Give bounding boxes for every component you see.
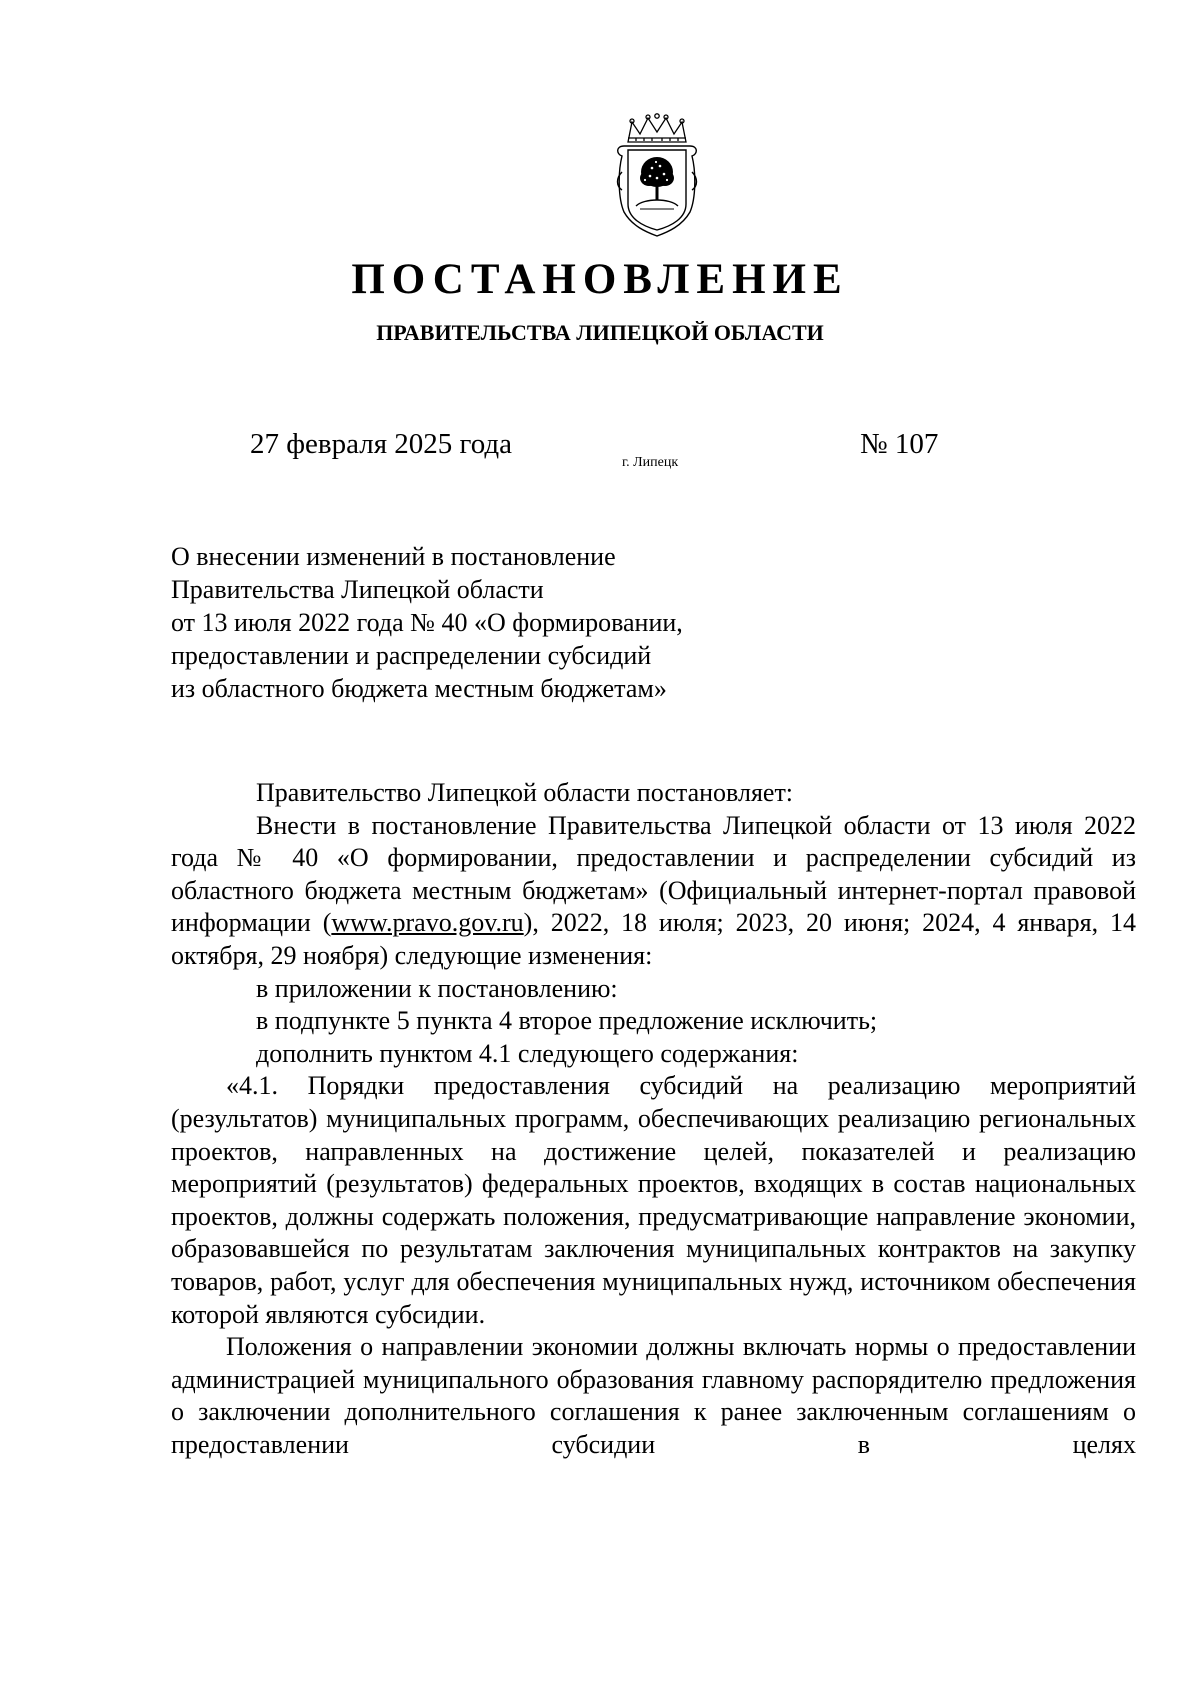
amendment-item: дополнить пунктом 4.1 следующего содержания: xyxy=(256,1038,799,1068)
preamble-paragraph: Правительство Липецкой области постановляет: xyxy=(256,778,794,807)
document-city: г. Липецк xyxy=(622,455,679,470)
intro-text-continued: ), 2022, 18 июля; 2023, 20 июня; 2024, 4 января, 14 октября, 29 ноября) следующие изменения: xyxy=(171,908,1136,970)
lipetsk-oblast-coat-of-arms-icon xyxy=(614,112,700,238)
document-number: № 107 xyxy=(860,428,939,460)
document-subtitle: ПРАВИТЕЛЬСТВА ЛИПЕЦКОЙ ОБЛАСТИ xyxy=(376,320,824,345)
quoted-paragraph: «4.1. Порядки предоставления субсидий на реализацию мероприятий (результатов) муниципальных программ, обеспечивающих реализацию региональных проектов, направленных на достижение целей, показателей и реализацию мероприятий (результатов) федеральных проектов, входящих в состав национальных проектов, должны содержать положения, предусматривающие направление экономии, образовавшейся по результатам заключения муниципальных контрактов на закупку товаров, работ, услуг для обеспечения муниципальных нужд, источником обеспечения которой являются субсидии. xyxy=(171,1071,1136,1329)
amendment-item: в подпункте 5 пункта 4 второе предложение исключить; xyxy=(256,1006,878,1036)
intro-paragraph xyxy=(171,810,1136,973)
document-body xyxy=(171,777,1136,1461)
pravo-link[interactable]: www.pravo.gov.ru xyxy=(331,908,524,938)
heading-line: Правительства Липецкой области xyxy=(171,575,544,604)
heading-line: от 13 июля 2022 года № 40 «О формировании, xyxy=(171,608,683,637)
heading-line: предоставлении и распределении субсидий xyxy=(171,641,652,670)
document-title: ПОСТАНОВЛЕНИЕ xyxy=(351,256,849,303)
document-date: 27 февраля 2025 года xyxy=(250,428,513,460)
intro-text: Внести в постановление Правительства Липецкой области от 13 июля 2022 года № 40 «О формировании, предоставлении и распределении субсидий из областного бюджета местным бюджетам» (Официальный интернет-портал правовой информации ( xyxy=(171,810,1136,938)
amendment-item: в приложении к постановлению: xyxy=(256,973,618,1003)
document-heading xyxy=(171,540,683,705)
regulation-paragraph: Положения о направлении экономии должны включать нормы о предоставлении администрацией муниципального образования главному распорядителю предложения о заключении дополнительного соглашения к ранее заключенным соглашениям о предоставлении субсидии в целях xyxy=(171,1332,1136,1459)
heading-line: из областного бюджета местным бюджетам» xyxy=(171,674,667,703)
heading-line: О внесении изменений в постановление xyxy=(171,542,616,571)
